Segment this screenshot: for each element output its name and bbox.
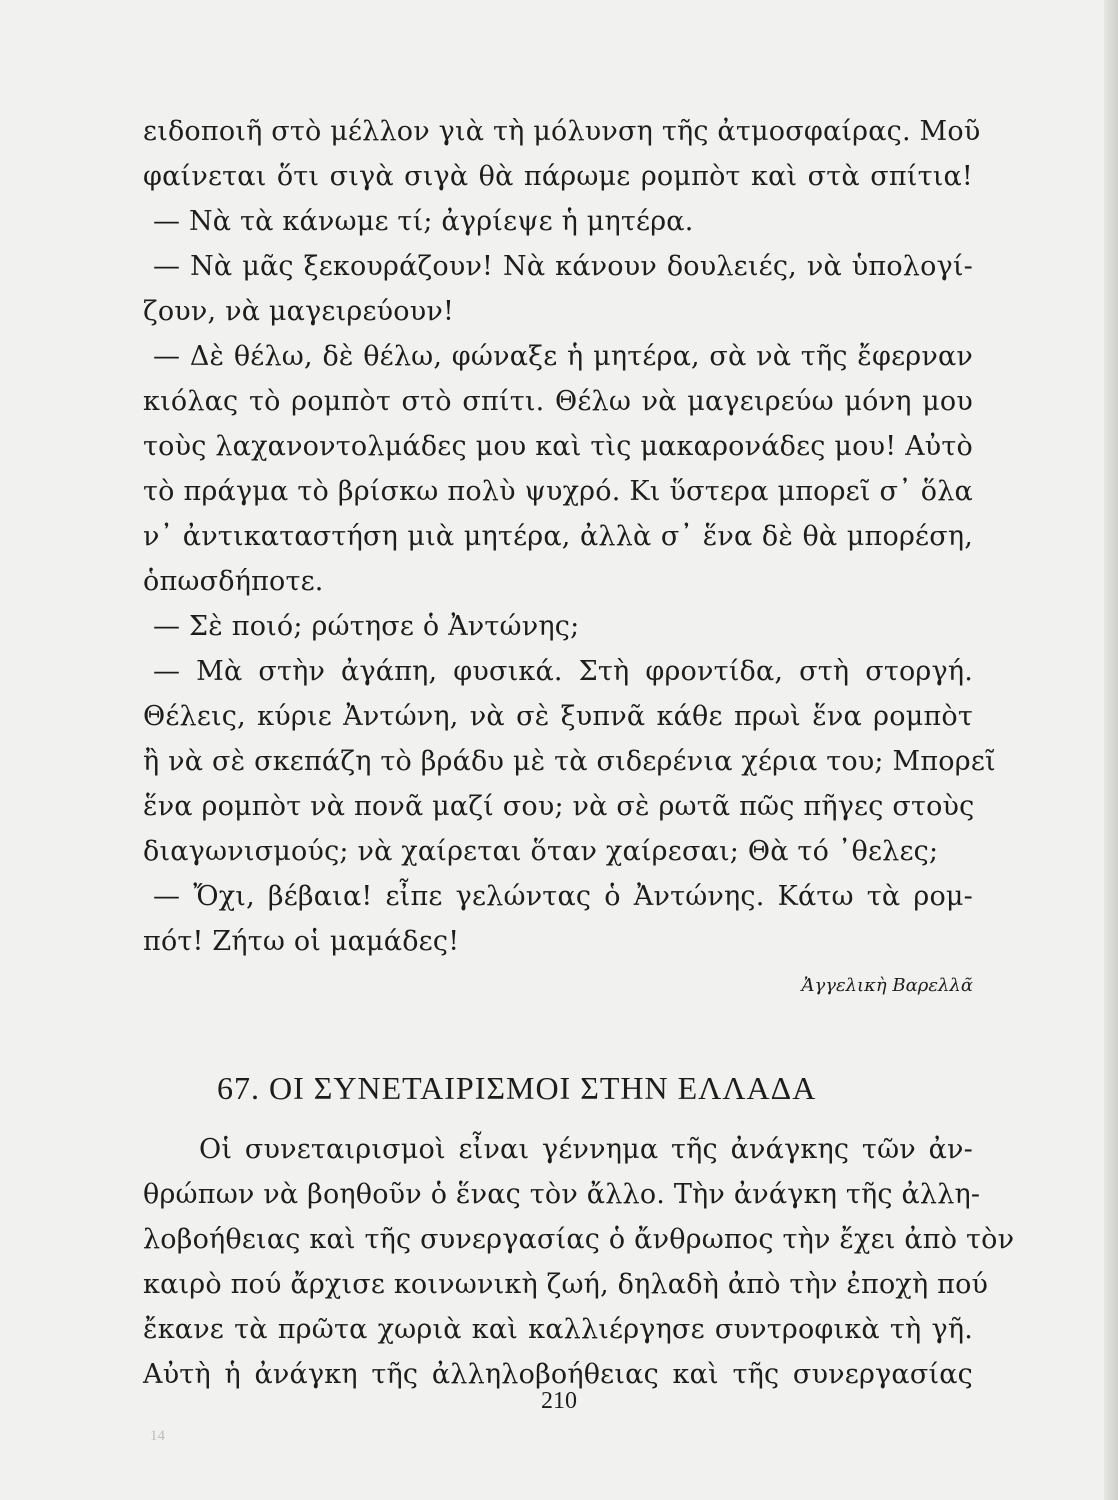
text-line: Θέλεις, κύριε Ἀντώνη, νὰ σὲ ξυπνᾶ κάθε πρωὶ ἕνα ρομπὸτ xyxy=(143,701,973,732)
text-line: ἕνα ρομπὸτ νὰ πονᾶ μαζί σου; νὰ σὲ ρωτᾶ πῶς πῆγες στοὺς xyxy=(143,791,975,822)
text-line: ἢ νὰ σὲ σκεπάζη τὸ βράδυ μὲ τὰ σιδερένια χέρια του; Μπορεῖ xyxy=(143,746,996,777)
text-line: ν᾿ ἀντικαταστήση μιὰ μητέρα, ἀλλὰ σ᾿ ἕνα δὲ θὰ μπορέση, xyxy=(143,521,973,552)
text-line: — Δὲ θέλω, δὲ θέλω, φώναξε ἡ μητέρα, σὰ νὰ τῆς ἔφερναν xyxy=(153,341,973,372)
text-line: θρώπων νὰ βοηθοῦν ὁ ἕνας τὸν ἄλλο. Τὴν ἀνάγκη τῆς ἀλλη- xyxy=(143,1179,981,1210)
text-line: — Νὰ τὰ κάνωμε τί; ἀγρίεψε ἡ μητέρα. xyxy=(153,206,694,237)
text-line: κιόλας τὸ ρομπὸτ στὸ σπίτι. Θέλω νὰ μαγειρεύω μόνη μου xyxy=(143,386,973,417)
chapter-heading: 67. ΟΙ ΣΥΝΕΤΑΙΡΙΣΜΟΙ ΣΤΗΝ ΕΛΛΑΔΑ xyxy=(217,1070,817,1106)
text-line: φαίνεται ὅτι σιγὰ σιγὰ θὰ πάρωμε ρομπὸτ καὶ στὰ σπίτια! xyxy=(143,161,973,192)
margin-mark: 14 xyxy=(150,1428,165,1444)
text-line: καιρὸ πού ἄρχισε κοινωνικὴ ζωή, δηλαδὴ ἀπὸ τὴν ἐποχὴ πού xyxy=(143,1269,989,1300)
text-line: — Νὰ μᾶς ξεκουράζουν! Νὰ κάνουν δουλειές, νὰ ὑπολογί- xyxy=(153,251,973,282)
text-line: — Μὰ στὴν ἀγάπη, φυσικά. Στὴ φροντίδα, στὴ στοργή. xyxy=(153,656,973,687)
text-line: ζουν, νὰ μαγειρεύουν! xyxy=(143,296,455,327)
text-line: ὁπωσδήποτε. xyxy=(143,566,324,597)
page-number: 210 xyxy=(541,1388,577,1414)
text-line: ἔκανε τὰ πρῶτα χωριὰ καὶ καλλιέργησε συντροφικὰ τὴ γῆ. xyxy=(143,1314,973,1345)
text-line: Οἱ συνεταιρισμοὶ εἶναι γέννημα τῆς ἀνάγκης τῶν ἀν- xyxy=(199,1134,973,1165)
text-line: τοὺς λαχανοντολμάδες μου καὶ τὶς μακαρονάδες μου! Αὐτὸ xyxy=(143,431,973,462)
text-line: — Ὄχι, βέβαια! εἶπε γελώντας ὁ Ἀντώνης. Κάτω τὰ ρομ- xyxy=(153,881,973,912)
text-line: πότ! Ζήτω οἱ μαμάδες! xyxy=(143,926,460,957)
text-line: λοβοήθειας καὶ τῆς συνεργασίας ὁ ἄνθρωπος τὴν ἔχει ἀπὸ τὸν xyxy=(143,1224,1015,1255)
text-line: — Σὲ ποιό; ρώτησε ὁ Ἀντώνης; xyxy=(153,611,580,642)
text-line: Αὐτὴ ἡ ἀνάγκη τῆς ἀλληλοβοήθειας καὶ τῆς συνεργασίας xyxy=(143,1359,973,1390)
author-signature: Ἀγγελικὴ Βαρελλᾶ xyxy=(801,975,973,996)
page-edge xyxy=(1104,0,1118,1500)
text-line: διαγωνισμούς; νὰ χαίρεται ὅταν χαίρεσαι; Θὰ τό ᾿θελες; xyxy=(143,836,939,867)
text-line: τὸ πράγμα τὸ βρίσκω πολὺ ψυχρό. Κι ὕστερα μπορεῖ σ᾿ ὅλα xyxy=(143,476,973,507)
text-line: ειδοποιῆ στὸ μέλλον γιὰ τὴ μόλυνση τῆς ἀτμοσφαίρας. Μοῦ xyxy=(143,116,981,147)
